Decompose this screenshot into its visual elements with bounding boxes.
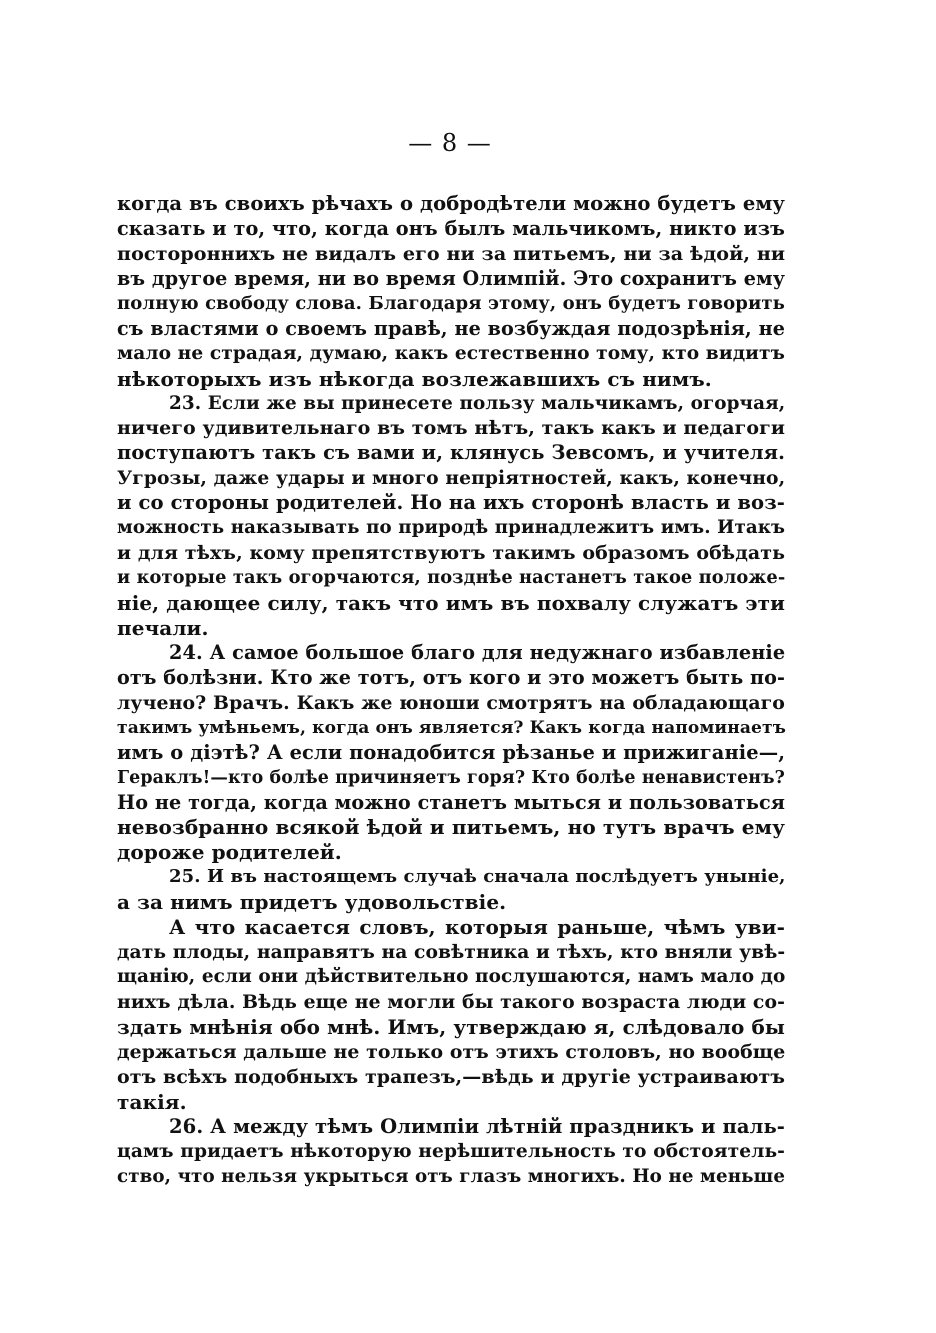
text-line: ство, что нельзя укрыться отъ глазъ многихъ. Но не меньше bbox=[117, 1165, 786, 1187]
text-line: Угрозы, даже удары и много непріятностей, какъ, конечно, bbox=[117, 467, 786, 490]
text-line: Но не тогда, когда можно станетъ мыться и пользоваться bbox=[117, 790, 785, 814]
text-line: а за нимъ придетъ удовольствіе. bbox=[117, 890, 507, 915]
text-line: печали. bbox=[117, 615, 209, 640]
text-line: и для тѣхъ, кому препятствуютъ такимъ образомъ обѣдать bbox=[117, 542, 786, 565]
page-number: — 8 — bbox=[408, 129, 492, 157]
text-line: постороннихъ не видалъ его ни за питьемъ, ни за ѣдой, ни bbox=[117, 242, 786, 265]
text-line: нѣкоторыхъ изъ нѣкогда возлежавшихъ съ нимъ. bbox=[117, 366, 712, 391]
text-line: лучено? Врачъ. Какъ же юноши смотрятъ на обладающаго bbox=[117, 691, 785, 714]
text-line: имъ о діэтѣ? А если понадобится рѣзанье и прижиганіе—, bbox=[117, 740, 786, 764]
text-line: можность наказывать по природѣ принадлежитъ имъ. Итакъ bbox=[117, 517, 785, 539]
text-line: такимъ умѣньемъ, когда онъ является? Какъ когда напоминаетъ bbox=[117, 717, 786, 738]
text-line: когда въ своихъ рѣчахъ о добродѣтели можно будетъ ему bbox=[117, 192, 785, 215]
text-line: и со стороны родителей. Но на ихъ сторонѣ власть и воз- bbox=[117, 491, 785, 515]
text-line: сказать и то, что, когда онъ былъ мальчикомъ, никто изъ bbox=[117, 216, 785, 240]
text-line: щанію, если они дѣйствительно послушаются, намъ мало до bbox=[117, 966, 786, 988]
text-line: въ другое время, ни во время Олимпій. Это сохранитъ ему bbox=[117, 266, 786, 290]
text-line: невозбранно всякой ѣдой и питьемъ, но тутъ врачъ ему bbox=[117, 815, 785, 840]
text-line: ніе, дающее силу, такъ что имъ въ похвалу служатъ эти bbox=[117, 591, 785, 615]
text-line: полную свободу слова. Благодаря этому, онъ будетъ говорить bbox=[117, 292, 786, 314]
text-line: мало не страдая, думаю, какъ естественно тому, кто видитъ bbox=[117, 342, 786, 364]
text-line: поступаютъ такъ съ вами и, клянусь Зевсомъ, и учителя. bbox=[117, 441, 785, 465]
text-line: отъ болѣзни. Кто же тотъ, отъ кого и это можетъ быть по- bbox=[117, 665, 785, 689]
text-line: отъ всѣхъ подобныхъ трапезъ,—вѣдь и другіе устраиваютъ bbox=[117, 1065, 785, 1088]
text-line: дороже родителей. bbox=[117, 840, 342, 865]
text-line: 26. А между тѣмъ Олимпіи лѣтній праздникъ и паль- bbox=[169, 1114, 785, 1138]
text-line: и которые такъ огорчаются, позднѣе настанетъ такое положе- bbox=[117, 567, 786, 589]
text-line: дать плоды, направятъ на совѣтника и тѣхъ, кто вняли увѣ- bbox=[117, 941, 786, 964]
text-line: цамъ придаетъ нѣкоторую нерѣшительность то обстоятель- bbox=[117, 1140, 785, 1162]
text-line: Гераклъ!—кто болѣе причиняетъ горя? Кто болѣе ненавистенъ? bbox=[117, 767, 785, 788]
text-line: 24. А самое большое благо для недужнаго избавленіе bbox=[169, 640, 786, 664]
text-line: держаться дальше не только отъ этихъ столовъ, но вообще bbox=[117, 1040, 786, 1063]
text-line: 25. И въ настоящемъ случаѣ сначала послѣдуетъ уныніе, bbox=[169, 866, 786, 888]
text-line: съ властями о своемъ правѣ, не возбуждая подозрѣнія, не bbox=[117, 316, 785, 340]
text-line: А что касается словъ, которыя раньше, чѣмъ уви- bbox=[169, 915, 785, 940]
text-line: ничего удивительнаго въ томъ нѣтъ, такъ какъ и педагоги bbox=[117, 417, 785, 440]
text-line: нихъ дѣла. Вѣдь еще не могли бы такого возраста люди со- bbox=[117, 991, 785, 1013]
text-line: 23. Если же вы принесете пользу мальчикамъ, огорчая, bbox=[169, 392, 786, 414]
body-text bbox=[117, 192, 785, 1190]
text-line: такія. bbox=[117, 1089, 187, 1114]
text-line: здать мнѣнія обо мнѣ. Имъ, утверждаю я, слѣдовало бы bbox=[117, 1014, 785, 1039]
